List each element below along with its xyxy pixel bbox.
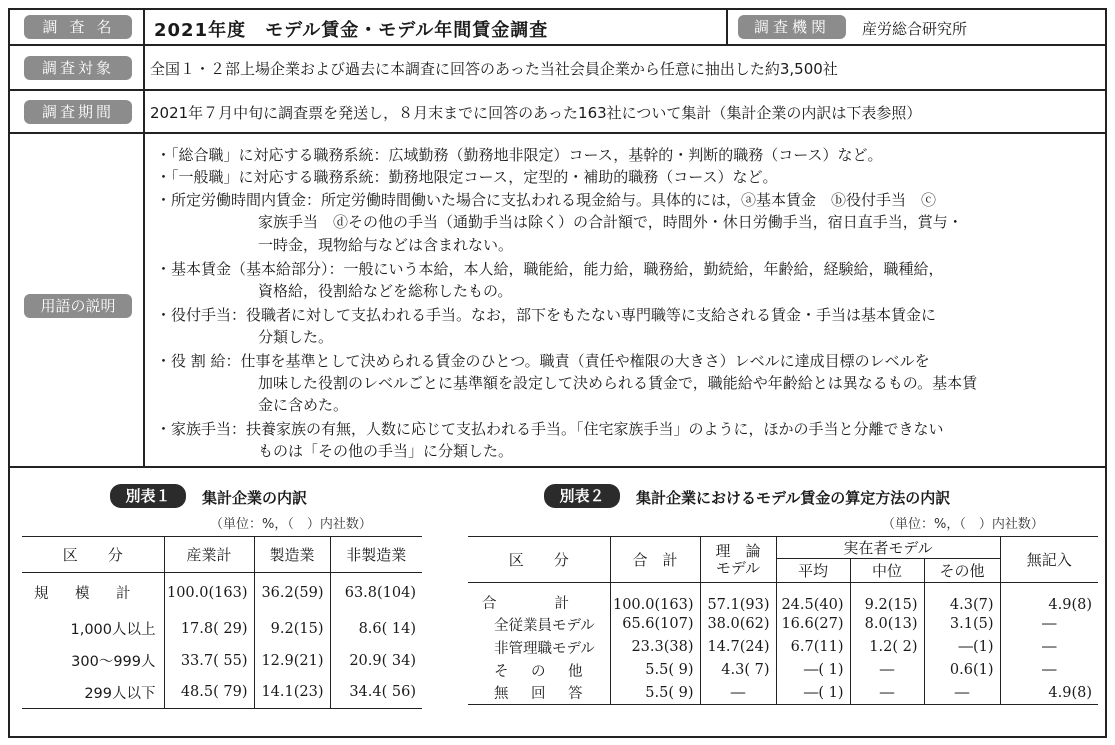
table2-header: 実在者モデル <box>776 537 1000 559</box>
survey-title: 2021年度 モデル賃金・モデル年間賃金調査 <box>154 20 549 41</box>
table2-unit: （単位：%，（ ）内社数） <box>882 517 1044 532</box>
table2-cell: ―(1) <box>924 636 1000 659</box>
table2 <box>468 536 1098 705</box>
glossary-line: 資格給，役割給などを総称したもの。 <box>258 282 513 300</box>
table-row <box>468 636 1098 659</box>
glossary-line: ものは「その他の手当」に分類した。 <box>258 442 514 460</box>
survey-period-text: 2021年７月中旬に調査票を発送し，８月末までに回答のあった163社について集計（集計企業の内訳は下表参照） <box>150 104 922 122</box>
table1-cell: 63.8(104) <box>344 584 416 601</box>
table1-caption: 集計企業の内訳 <box>202 489 308 507</box>
glossary-line: 一時金，現物給与などは含まれない。 <box>258 236 514 254</box>
table1-cell: 1,000人以上 <box>22 613 164 645</box>
survey-org-name: 産労総合研究所 <box>862 20 968 38</box>
table1-header: 製造業 <box>254 537 330 573</box>
table-row <box>468 659 1098 682</box>
survey-org-label: 調査機関 <box>738 15 846 39</box>
table1-cell: 20.9( 34) <box>349 652 416 669</box>
table2-cell: 合 計 <box>468 583 610 613</box>
table2-cell: そ の 他 <box>468 659 610 682</box>
table2-cell: ― <box>850 659 924 682</box>
table-row <box>468 613 1098 636</box>
table2-cell: ― <box>1042 662 1057 678</box>
table-row <box>468 583 1098 613</box>
table2-header: 中位 <box>850 559 924 583</box>
glossary-line: ・「一般職」に対応する職務系統：勤務地限定コース，定型的・補助的職務（コース）など。 <box>156 168 778 186</box>
glossary-line: 加味した役割のレベルごとに基準額を設定して決められる賃金で，職能給や年齢給とは異なるもの。基本賃 <box>258 374 978 392</box>
table2-cell: 23.3(38) <box>610 636 700 659</box>
table2-cell: 無 回 答 <box>468 682 610 705</box>
table1-header: 区 分 <box>22 537 164 573</box>
table2-cell: 4.9(8) <box>1048 596 1092 613</box>
table2-header: 平均 <box>776 559 850 583</box>
table1-header: 非製造業 <box>330 537 422 573</box>
table2-cell: 14.7(24) <box>700 636 776 659</box>
table1-cell: 8.6( 14) <box>358 620 416 637</box>
table2-header: その他 <box>924 559 1000 583</box>
table2-cell: 4.3( 7) <box>700 659 776 682</box>
table1-cell: 9.2(15) <box>254 613 330 645</box>
table2-header: 理 論 モデル <box>700 537 776 583</box>
glossary-line: ・役 割 給：仕事を基準として決められる賃金のひとつ。職責（責任や権限の大きさ）レベルに達成目標のレベルを <box>156 352 930 370</box>
glossary-line: ・家族手当：扶養家族の有無，人数に応じて支払われる手当。「住宅家族手当」のように，ほかの手当と分離できない <box>156 420 944 438</box>
survey-period-row <box>10 91 1105 134</box>
table2-cell: 65.6(107) <box>610 613 700 636</box>
table1-cell: 17.8( 29) <box>164 613 254 645</box>
glossary-line: ・所定労働時間内賃金：所定労働時間働いた場合に支払われる現金給与。具体的には，ⓐ基本賃金 ⓑ役付手当 ⓒ <box>156 191 937 209</box>
table2-badge: 別表２ <box>544 484 620 508</box>
table2-cell: ―( 1) <box>776 659 850 682</box>
table2-cell: ― <box>700 682 776 705</box>
glossary-line: 家族手当 ⓓその他の手当（通勤手当は除く）の合計額で，時間外・休日労働手当，宿日直手当，賞与・ <box>258 213 963 231</box>
survey-period-label: 調査期間 <box>24 100 132 124</box>
table1-cell: 36.2(59) <box>254 573 330 613</box>
table1-cell: 299人以下 <box>22 677 164 709</box>
table2-cell: 3.1(5) <box>924 613 1000 636</box>
table2-cell: ― <box>850 682 924 705</box>
table2-cell: 5.5( 9) <box>610 682 700 705</box>
table-row <box>22 677 422 709</box>
table2-cell: ― <box>1042 616 1057 632</box>
glossary-line: 分類した。 <box>258 328 334 346</box>
table2-cell: 16.6(27) <box>776 613 850 636</box>
table1-badge: 別表１ <box>110 484 186 508</box>
table2-cell: 非管理職モデル <box>468 636 610 659</box>
table-row <box>22 573 422 613</box>
table1-cell: 48.5( 79) <box>164 677 254 709</box>
table2-cell: ― <box>924 682 1000 705</box>
table2-cell: 100.0(163) <box>610 583 700 613</box>
glossary-label: 用語の説明 <box>24 294 132 318</box>
table1-cell: 33.7( 55) <box>164 645 254 677</box>
table2-cell: 57.1(93) <box>700 583 776 613</box>
table2-header: 合 計 <box>610 537 700 583</box>
table1-cell: 300～999人 <box>22 645 164 677</box>
table2-cell: 8.0(13) <box>850 613 924 636</box>
table-row <box>22 613 422 645</box>
table2-cell: 24.5(40) <box>776 583 850 613</box>
table1-cell: 12.9(21) <box>254 645 330 677</box>
table2-cell: ― <box>1042 639 1057 655</box>
survey-summary-panel <box>8 8 1107 738</box>
glossary-line: ・「総合職」に対応する職務系統：広域勤務（勤務地非限定）コース，基幹的・判断的職務（コース）など。 <box>156 146 883 164</box>
table1-header: 産業計 <box>164 537 254 573</box>
table1-cell: 34.4( 56) <box>349 684 416 701</box>
table2-cell: 4.9(8) <box>1048 684 1092 701</box>
table2-caption: 集計企業におけるモデル賃金の算定方法の内訳 <box>636 489 951 507</box>
table1 <box>22 536 422 709</box>
glossary-row <box>10 134 1105 468</box>
table2-cell: 1.2( 2) <box>850 636 924 659</box>
table2-cell: 9.2(15) <box>850 583 924 613</box>
table2-header: 区 分 <box>468 537 610 583</box>
table1-cell: 100.0(163) <box>164 573 254 613</box>
tables-section <box>10 468 1105 736</box>
survey-target-label: 調査対象 <box>24 56 132 80</box>
glossary-line: ・基本賃金（基本給部分）：一般にいう本給，本人給，職能給，能力給，職務給，勤続給，年齢給，経験給，職種給， <box>156 260 944 278</box>
table1-cell: 規 模 計 <box>22 573 164 613</box>
survey-name-row <box>10 10 1105 46</box>
survey-target-text: 全国１・２部上場企業および過去に本調査に回答のあった当社会員企業から任意に抽出した約3,500社 <box>150 60 838 78</box>
table2-cell: 0.6(1) <box>924 659 1000 682</box>
glossary-line: ・役付手当：役職者に対して支払われる手当。なお，部下をもたない専門職等に支給される賃金・手当は基本賃金に <box>156 306 937 324</box>
table-row <box>22 645 422 677</box>
table2-cell: 38.0(62) <box>700 613 776 636</box>
table2-cell: 全従業員モデル <box>468 613 610 636</box>
table1-cell: 14.1(23) <box>254 677 330 709</box>
glossary-line: 金に含めた。 <box>258 396 349 414</box>
table2-cell: 5.5( 9) <box>610 659 700 682</box>
table2-cell: ―( 1) <box>776 682 850 705</box>
table2-header: 無記入 <box>1000 537 1098 583</box>
table2-cell: 4.3(7) <box>924 583 1000 613</box>
survey-target-row <box>10 46 1105 91</box>
survey-name-label: 調査名 <box>24 15 132 39</box>
table1-unit: （単位：%，（ ）内社数） <box>210 517 372 532</box>
table2-cell: 6.7(11) <box>776 636 850 659</box>
table-row <box>468 682 1098 705</box>
